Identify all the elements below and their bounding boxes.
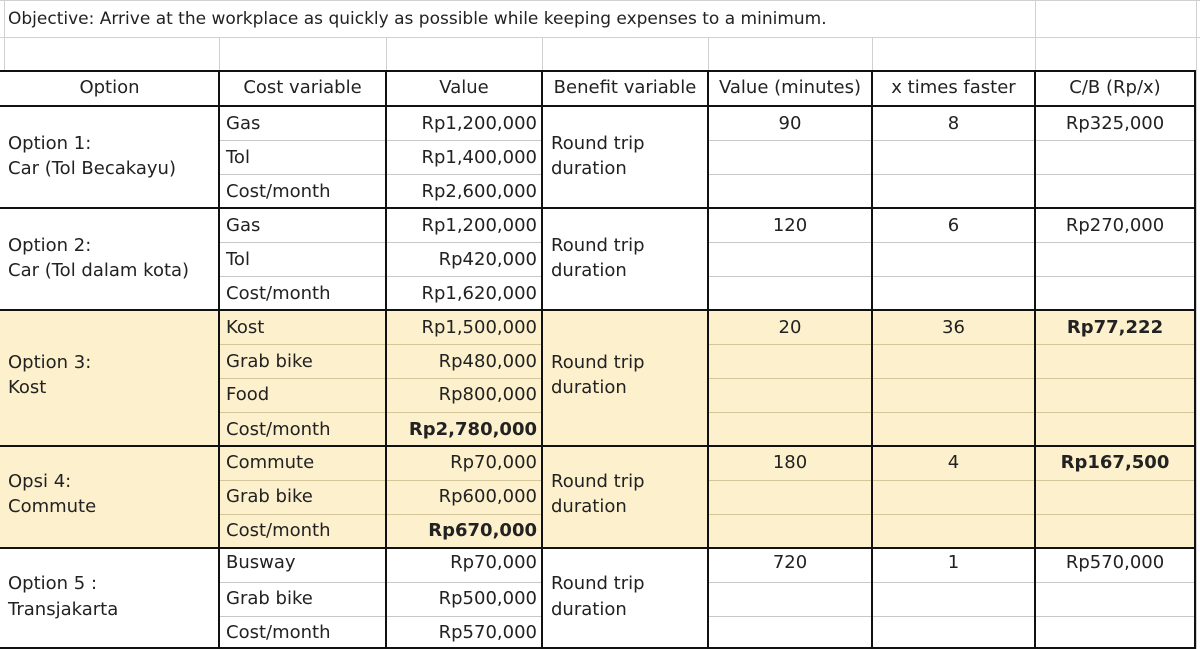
row-divider — [219, 174, 542, 175]
cost-value: Rp500,000 — [438, 588, 537, 609]
x-times-faster: 4 — [947, 452, 960, 473]
cost-variable: Cost/month — [226, 419, 331, 440]
cost-value: Rp1,620,000 — [421, 283, 537, 304]
row-divider — [219, 140, 542, 141]
cost-value: Rp1,400,000 — [421, 147, 537, 168]
table-border — [0, 207, 1196, 209]
header-cb: C/B (Rp/x) — [1069, 77, 1161, 98]
cost-variable: Cost/month — [226, 283, 331, 304]
cb-value: Rp77,222 — [1066, 317, 1164, 338]
cost-value: Rp1,200,000 — [421, 215, 537, 236]
benefit-variable: duration — [551, 260, 627, 281]
table-border — [0, 70, 1196, 72]
cost-variable: Gas — [226, 215, 261, 236]
header-option: Option — [79, 77, 140, 98]
cost-value: Rp600,000 — [438, 486, 537, 507]
table-border — [0, 105, 1196, 107]
row-divider — [219, 276, 542, 277]
row-divider — [708, 378, 1195, 379]
row-divider — [708, 140, 1195, 141]
table-border — [0, 547, 1196, 549]
header-cost-variable: Cost variable — [243, 77, 362, 98]
value-minutes: 180 — [772, 452, 808, 473]
row-divider — [708, 514, 1195, 515]
cost-value: Rp570,000 — [438, 622, 537, 643]
cb-value: Rp270,000 — [1065, 215, 1165, 236]
cost-value: Rp480,000 — [438, 351, 537, 372]
header-value: Value — [439, 77, 489, 98]
cost-value-total: Rp2,780,000 — [408, 419, 537, 440]
row-divider — [708, 276, 1195, 277]
benefit-variable: Round trip — [551, 471, 645, 492]
cost-variable: Busway — [226, 552, 296, 573]
benefit-variable: duration — [551, 158, 627, 179]
gridline — [219, 37, 220, 71]
gridline — [1196, 0, 1197, 649]
cost-value: Rp70,000 — [450, 552, 537, 573]
cost-variable: Food — [226, 384, 270, 405]
option-name: Commute — [8, 496, 97, 517]
value-minutes: 20 — [778, 317, 802, 338]
x-times-faster: 8 — [947, 113, 960, 134]
option-name: Option 5 : — [8, 573, 98, 594]
table-border — [0, 309, 1196, 311]
benefit-variable: duration — [551, 496, 627, 517]
cost-value-total: Rp670,000 — [428, 520, 537, 541]
row-divider — [219, 616, 542, 617]
row-divider — [219, 480, 542, 481]
cost-value: Rp2,600,000 — [421, 181, 537, 202]
cost-variable: Commute — [226, 452, 315, 473]
header-benefit-variable: Benefit variable — [553, 77, 697, 98]
cost-variable: Grab bike — [226, 351, 313, 372]
gridline — [0, 37, 1200, 38]
row-divider — [708, 242, 1195, 243]
table-border — [0, 445, 1196, 447]
option-name: Car (Tol dalam kota) — [8, 260, 190, 281]
row-divider — [708, 582, 1195, 583]
option-name: Option 1: — [8, 133, 92, 154]
cost-value: Rp800,000 — [438, 384, 537, 405]
value-minutes: 90 — [778, 113, 802, 134]
gridline — [386, 37, 387, 71]
header-x-times-faster: x times faster — [891, 77, 1016, 98]
gridline — [0, 0, 1200, 1]
gridline — [872, 37, 873, 71]
row-divider — [219, 344, 542, 345]
cost-variable: Tol — [226, 147, 250, 168]
row-divider — [219, 242, 542, 243]
row-divider — [219, 582, 542, 583]
benefit-variable: Round trip — [551, 352, 645, 373]
option-name: Opsi 4: — [8, 471, 72, 492]
cost-variable: Grab bike — [226, 588, 313, 609]
option-name: Kost — [8, 377, 47, 398]
cost-value: Rp1,500,000 — [421, 317, 537, 338]
x-times-faster: 36 — [942, 317, 965, 338]
row-divider — [708, 616, 1195, 617]
cb-value: Rp167,500 — [1060, 452, 1170, 473]
benefit-variable: duration — [551, 599, 627, 620]
row-divider — [219, 412, 542, 413]
cost-variable: Grab bike — [226, 486, 313, 507]
benefit-variable: Round trip — [551, 133, 645, 154]
value-minutes: 120 — [772, 215, 808, 236]
gridline — [708, 37, 709, 71]
row-divider — [708, 174, 1195, 175]
header-value-minutes: Value (minutes) — [718, 77, 862, 98]
option-name: Car (Tol Becakayu) — [8, 158, 176, 179]
row-divider — [219, 514, 542, 515]
objective-text: Objective: Arrive at the workplace as quickly as possible while keeping expenses to a minimum. — [8, 9, 827, 29]
x-times-faster: 6 — [947, 215, 960, 236]
cost-variable: Tol — [226, 249, 250, 270]
option-name: Transjakarta — [8, 599, 119, 620]
benefit-variable: Round trip — [551, 573, 645, 594]
cb-value: Rp570,000 — [1065, 552, 1165, 573]
x-times-faster: 1 — [947, 552, 960, 573]
benefit-variable: Round trip — [551, 235, 645, 256]
cost-variable: Cost/month — [226, 622, 331, 643]
option-name: Option 2: — [8, 235, 92, 256]
cb-value: Rp325,000 — [1065, 113, 1165, 134]
option-name: Option 3: — [8, 352, 92, 373]
cost-value: Rp1,200,000 — [421, 113, 537, 134]
gridline — [542, 37, 543, 71]
cost-variable: Kost — [226, 317, 265, 338]
cost-value: Rp70,000 — [450, 452, 537, 473]
row-divider — [708, 344, 1195, 345]
gridline — [1035, 0, 1036, 71]
cost-variable: Cost/month — [226, 181, 331, 202]
row-divider — [708, 412, 1195, 413]
row-divider — [219, 378, 542, 379]
value-minutes: 720 — [772, 552, 808, 573]
row-divider — [708, 480, 1195, 481]
benefit-variable: duration — [551, 377, 627, 398]
cost-variable: Cost/month — [226, 520, 331, 541]
cost-variable: Gas — [226, 113, 261, 134]
cost-value: Rp420,000 — [438, 249, 537, 270]
